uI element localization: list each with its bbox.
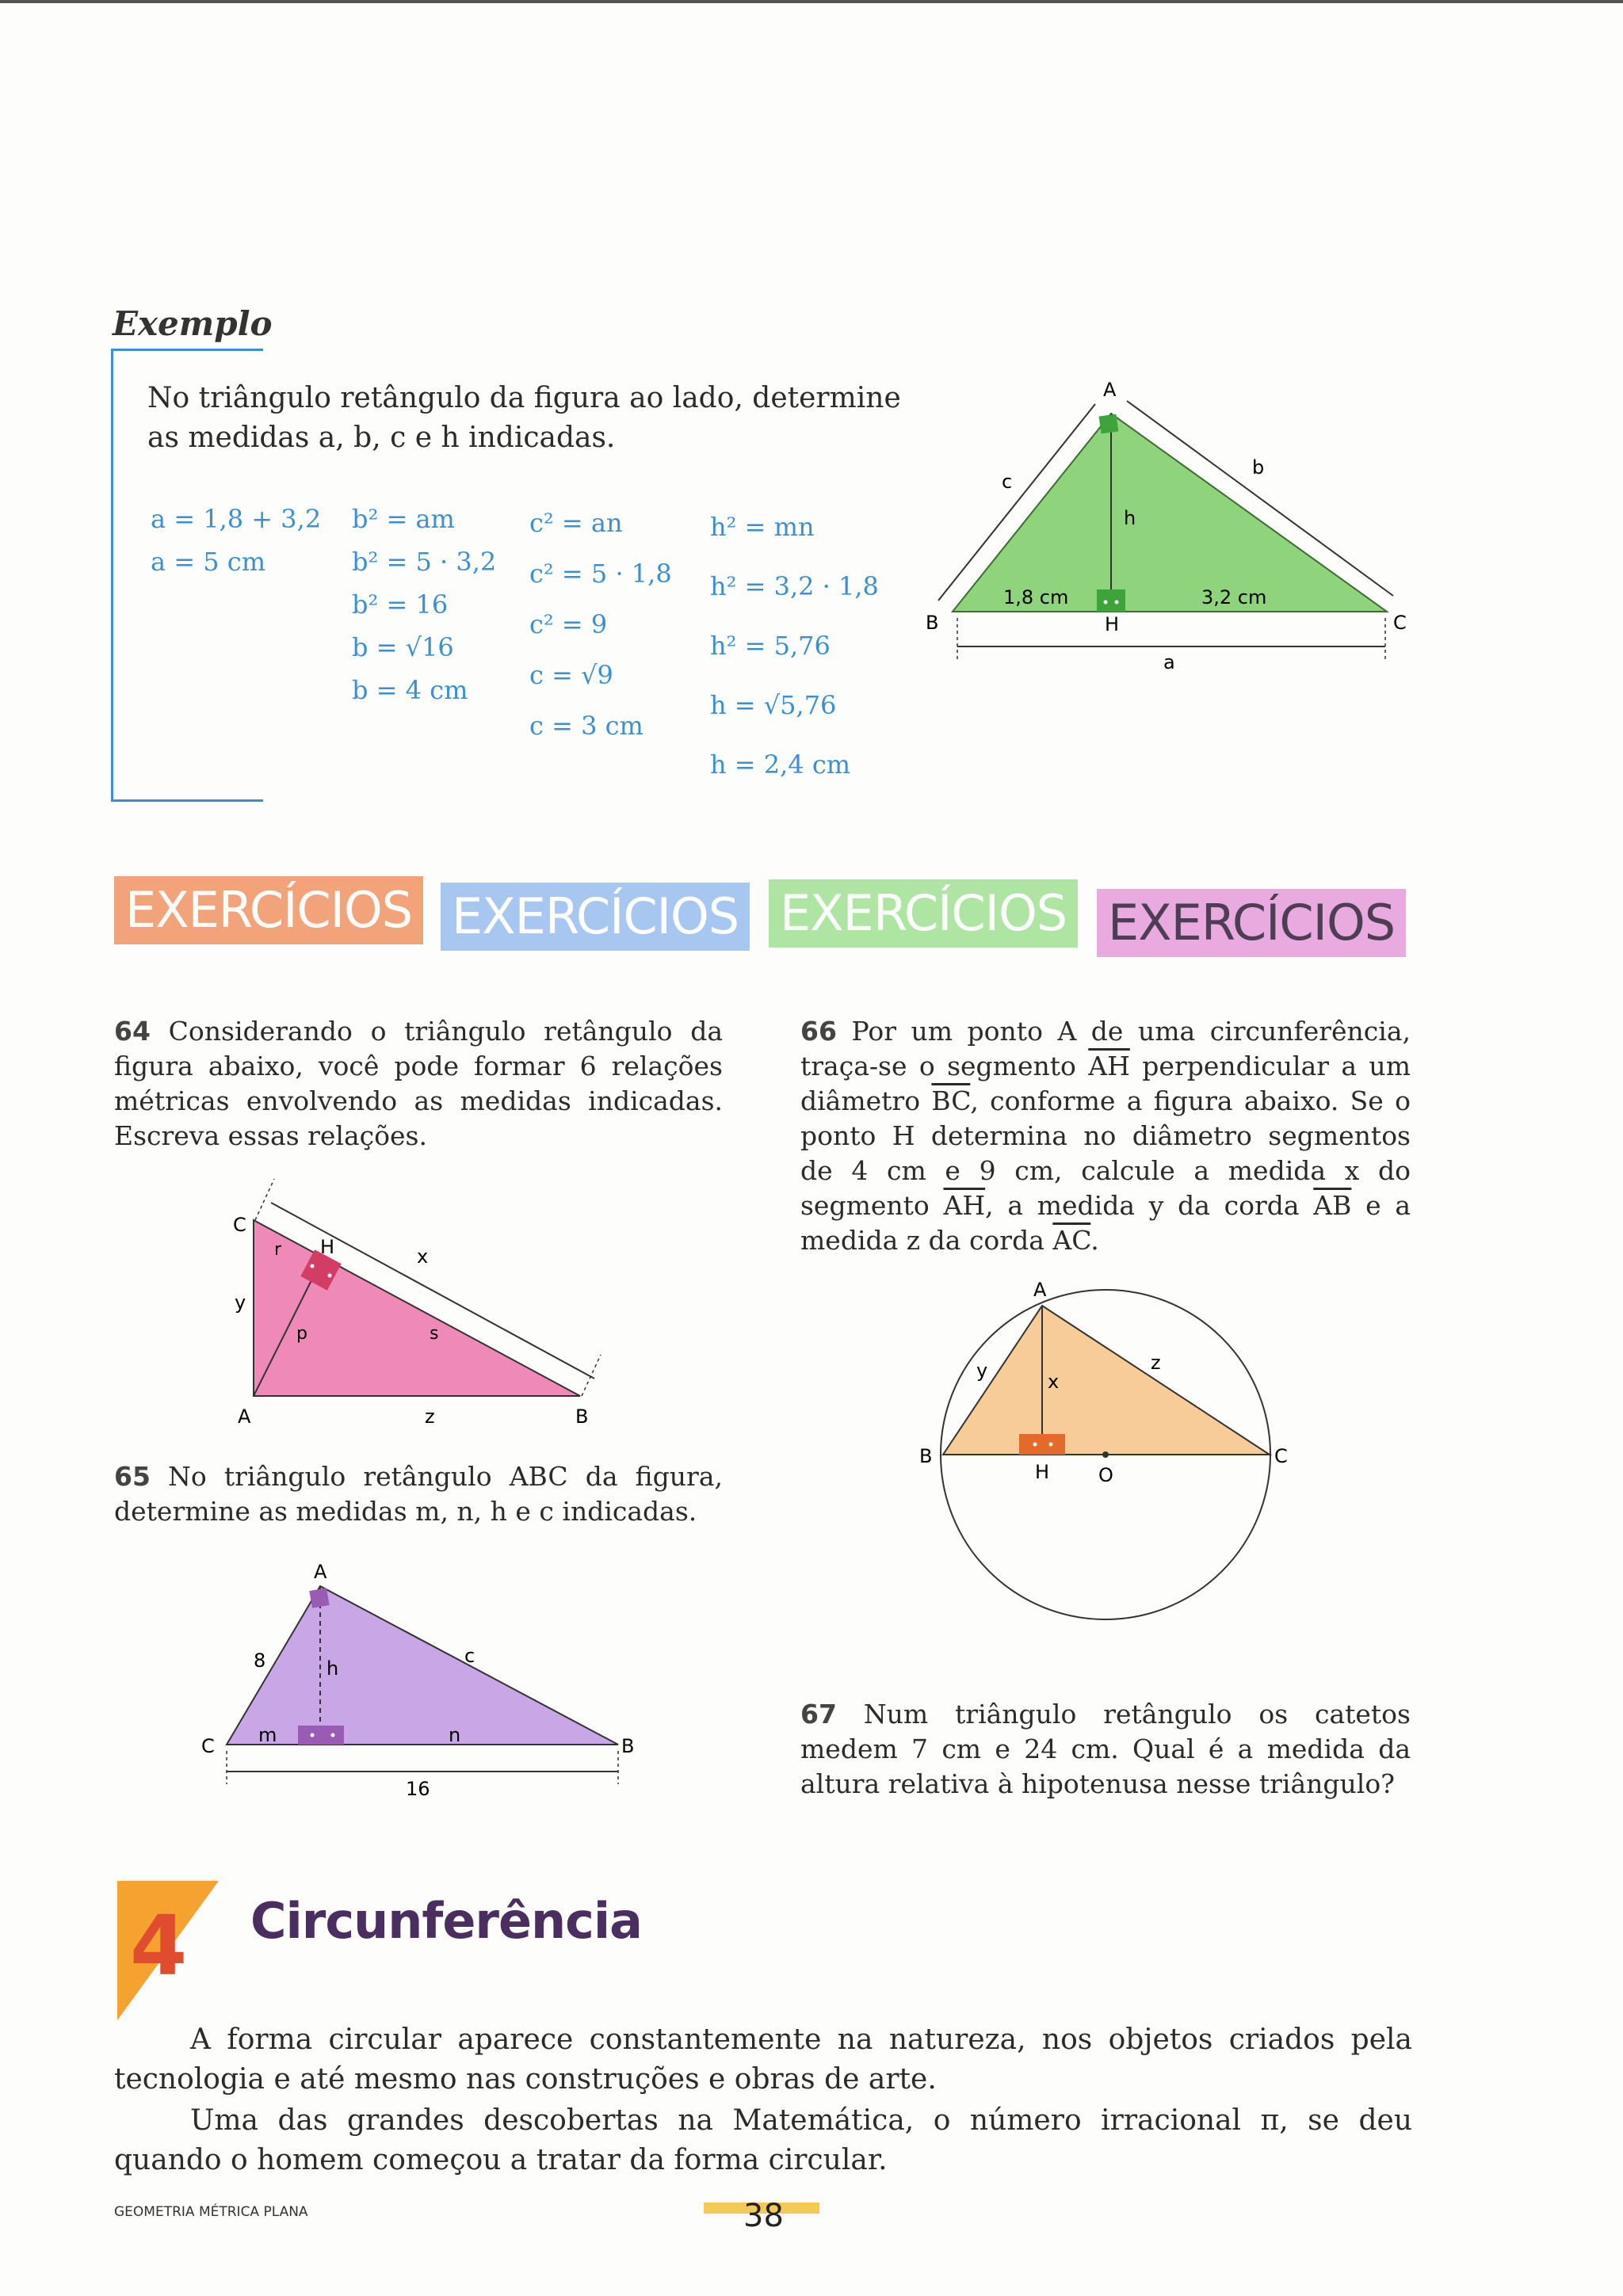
- example-calc-col2: [352, 498, 496, 711]
- label-b: b: [1252, 456, 1265, 479]
- question-text: Por um ponto A de uma circunferência, traça-se o segmento: [800, 1016, 1411, 1081]
- section-number: 4: [130, 1897, 188, 1994]
- question-text: .: [1090, 1225, 1099, 1256]
- segment-AC: $\overline{AC}$: [1052, 1225, 1091, 1256]
- right-angle-mark-A: [309, 1588, 329, 1608]
- segment-AH: $\overline{AH}$: [943, 1190, 986, 1221]
- example-title: Exemplo: [113, 304, 273, 343]
- q66-circle-figure: [911, 1268, 1308, 1632]
- calc-line: h = √5,76: [710, 690, 837, 720]
- question-number: 64: [114, 1016, 151, 1047]
- section-title: Circunferência: [250, 1892, 642, 1950]
- tick: [582, 1355, 601, 1396]
- label-c: c: [1002, 471, 1013, 493]
- question-text: , a medida y da corda: [985, 1190, 1314, 1221]
- question-text: perpendicular a um diâmetro: [800, 1051, 1411, 1116]
- paragraph-2: Uma das grandes descobertas na Matemática, o número irracional π, se deu quando o homem começou a tratar da forma circular.: [114, 2104, 1412, 2176]
- question-text: Considerando o triângulo retângulo da figura abaixo, você pode formar 6 relações métricas envolvendo as medidas indicadas. Escreva essas relações.: [114, 1016, 723, 1151]
- calc-line: c = √9: [529, 660, 613, 690]
- example-frame-left: [111, 349, 113, 802]
- calc-line: a = 5 cm: [151, 547, 266, 577]
- label-H: H: [1035, 1461, 1050, 1483]
- banner-exercicios-pink: EXERCÍCIOS: [1097, 889, 1406, 957]
- label-m: m: [258, 1724, 277, 1746]
- label-z: z: [425, 1405, 435, 1428]
- segment-AB: $\overline{AB}$: [1313, 1190, 1352, 1221]
- question-text: e a medida z da corda: [800, 1190, 1411, 1256]
- label-H: H: [1105, 613, 1120, 635]
- label-h: h: [327, 1657, 339, 1680]
- label-p: p: [296, 1324, 307, 1344]
- label-C: C: [233, 1214, 246, 1236]
- dot: [1049, 1443, 1053, 1447]
- calc-line: c² = 9: [529, 609, 608, 639]
- peach-triangle: [943, 1306, 1270, 1455]
- label-H: H: [320, 1236, 335, 1258]
- label-y: y: [976, 1360, 988, 1382]
- paragraph-1: A forma circular aparece constantemente na natureza, nos objetos criados pela tecnologia e até mesmo nas construções e obras de arte.: [114, 2023, 1412, 2096]
- calc-line: h² = 3,2 · 1,8: [710, 571, 879, 601]
- dot: [328, 1274, 332, 1278]
- label-C: C: [201, 1735, 215, 1757]
- top-rule: [0, 0, 1623, 3]
- example-frame-bottom: [111, 799, 263, 802]
- example-triangle-figure: [919, 364, 1426, 681]
- label-A: A: [314, 1561, 327, 1583]
- label-O: O: [1098, 1464, 1113, 1486]
- right-angle-mark-H: [1019, 1434, 1065, 1455]
- green-triangle: [953, 414, 1387, 612]
- calc-line: c² = 5 · 1,8: [529, 559, 672, 589]
- label-h: h: [1124, 507, 1136, 529]
- example-calc-col4: [710, 498, 879, 795]
- right-angle-mark-H: [1097, 589, 1125, 612]
- section-number-badge: [113, 1881, 223, 2020]
- label-C: C: [1274, 1445, 1288, 1467]
- calc-line: c = 3 cm: [529, 711, 643, 741]
- banner-exercicios-orange: EXERCÍCIOS: [114, 876, 423, 944]
- label-A: A: [1103, 379, 1117, 401]
- tick: [255, 1179, 274, 1220]
- calc-line: b² = 16: [352, 589, 449, 620]
- violet-triangle: [227, 1586, 618, 1745]
- example-calc-col1: [151, 498, 321, 583]
- page-number: 38: [743, 2198, 784, 2234]
- example-frame-top: [111, 349, 263, 351]
- dot: [331, 1733, 335, 1737]
- center-point: [1102, 1451, 1109, 1458]
- label-A: A: [238, 1405, 251, 1428]
- question-number: 67: [800, 1699, 837, 1730]
- label-x: x: [1048, 1371, 1060, 1393]
- footer-book-title: GEOMETRIA MÉTRICA PLANA: [114, 2204, 308, 2220]
- label-m1: 1,8 cm: [1003, 586, 1069, 608]
- right-angle-mark-A: [1099, 414, 1119, 434]
- question-number: 65: [114, 1461, 151, 1492]
- label-s: s: [430, 1324, 439, 1344]
- label-C: C: [1393, 612, 1407, 634]
- calc-line: h = 2,4 cm: [710, 749, 851, 780]
- label-16: 16: [406, 1778, 430, 1800]
- q64-triangle-figure: [223, 1171, 620, 1440]
- calc-line: b² = 5 · 3,2: [352, 547, 497, 577]
- dot: [1033, 1443, 1037, 1447]
- calc-line: c² = an: [529, 508, 623, 538]
- label-y: y: [235, 1291, 246, 1314]
- question-66: [800, 1014, 1411, 1258]
- right-angle-mark-foot: [298, 1726, 344, 1745]
- calc-line: b² = am: [352, 504, 455, 534]
- label-B: B: [621, 1735, 635, 1757]
- dot: [311, 1733, 315, 1737]
- calc-line: b = √16: [352, 632, 454, 662]
- question-67: [800, 1697, 1411, 1802]
- dot: [1104, 601, 1108, 605]
- question-text: No triângulo retângulo ABC da figura, determine as medidas m, n, h e c indicadas.: [114, 1461, 723, 1527]
- label-c: c: [464, 1645, 475, 1667]
- segment-BC: $\overline{BC}$: [931, 1085, 971, 1116]
- label-A: A: [1033, 1279, 1047, 1301]
- question-number: 66: [800, 1016, 837, 1047]
- label-a: a: [1163, 651, 1175, 673]
- example-text: No triângulo retângulo da figura ao lado, determine as medidas a, b, c e h indicadas.: [147, 382, 901, 454]
- label-B: B: [919, 1445, 933, 1467]
- label-m2: 3,2 cm: [1201, 586, 1267, 608]
- label-8: 8: [254, 1650, 266, 1672]
- question-64: [114, 1014, 723, 1154]
- q65-triangle-figure: [190, 1558, 650, 1811]
- question-text: , conforme a figura abaixo. Se o ponto H determina no diâmetro segmentos de 4 cm e 9 cm, calcule a medida x do segmento: [800, 1085, 1411, 1221]
- label-n: n: [449, 1724, 461, 1746]
- banner-exercicios-blue: EXERCÍCIOS: [441, 883, 750, 951]
- calc-line: h² = 5,76: [710, 631, 831, 661]
- question-text: Num triângulo retângulo os catetos medem 7 cm e 24 cm. Qual é a medida da altura relativa à hipotenusa nesse triângulo?: [800, 1699, 1411, 1799]
- label-B: B: [575, 1405, 589, 1428]
- label-x: x: [417, 1245, 429, 1268]
- label-B: B: [926, 612, 939, 634]
- example-calc-col3: [529, 498, 672, 751]
- calc-line: b = 4 cm: [352, 675, 468, 705]
- segment-AH: $\overline{AH}$: [1088, 1051, 1130, 1081]
- calc-line: a = 1,8 + 3,2: [151, 504, 322, 534]
- label-r: r: [274, 1240, 282, 1260]
- dot: [311, 1264, 315, 1268]
- question-65: [114, 1459, 723, 1529]
- label-z: z: [1151, 1352, 1161, 1374]
- banner-exercicios-green: EXERCÍCIOS: [769, 879, 1078, 948]
- calc-line: h² = mn: [710, 512, 815, 542]
- dot: [1115, 601, 1119, 605]
